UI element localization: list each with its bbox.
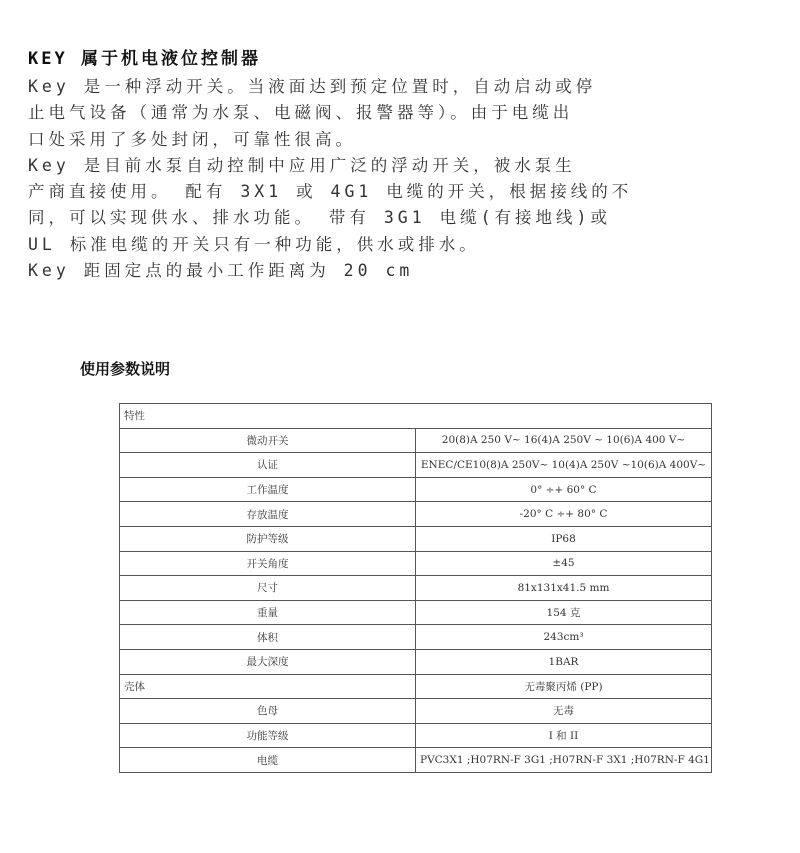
paragraph-line: 口处采用了多处封闭，可靠性很高。 (28, 129, 356, 149)
table-header-cell: 特性 (120, 404, 712, 429)
table-row (120, 453, 712, 478)
row-label: 存放温度 (120, 502, 416, 527)
paragraph-line: 止电气设备（通常为水泵、电磁阀、报警器等）。由于电缆出 (28, 103, 574, 123)
row-value: 无毒聚丙烯 (PP) (416, 674, 712, 699)
row-value: PVC3X1 ;H07RN-F 3G1 ;H07RN-F 3X1 ;H07RN-F 4G1 (416, 748, 712, 773)
table-row (120, 748, 712, 773)
section-title: 使用参数说明 (80, 360, 171, 378)
row-value: 20(8)A 250 V~ 16(4)A 250V ~ 10(6)A 400 V~ (416, 428, 712, 453)
row-value: ENEC/CE10(8)A 250V~ 10(4)A 250V ~10(6)A 400V~ (416, 453, 712, 478)
row-value: 0° ÷+ 60° C (416, 477, 712, 502)
table-row (120, 502, 712, 527)
row-label: 重量 (120, 600, 416, 625)
row-value: 154 克 (416, 600, 712, 625)
paragraph-line: 同，可以实现供水、排水功能。 带有 3G1 电缆(有接地线)或 (28, 208, 611, 228)
paragraph-line: Key 是一种浮动开关。当液面达到预定位置时，自动启动或停 (28, 77, 597, 96)
description-paragraph (28, 74, 778, 284)
table-row (120, 428, 712, 453)
paragraph-line: 产商直接使用。 配有 3X1 或 4G1 电缆的开关，根据接线的不 (28, 182, 633, 202)
row-label: 开关角度 (120, 551, 416, 576)
row-value: 1BAR (416, 649, 712, 674)
table-row-shell (120, 674, 712, 699)
row-value: IP68 (416, 526, 712, 551)
row-value: ±45 (416, 551, 712, 576)
row-label: 功能等级 (120, 723, 416, 748)
table-row (120, 551, 712, 576)
row-label: 体积 (120, 625, 416, 650)
row-value: 81x131x41.5 mm (416, 576, 712, 601)
row-label: 色母 (120, 699, 416, 724)
parameters-table (119, 403, 712, 773)
table-row (120, 600, 712, 625)
table-row (120, 649, 712, 674)
paragraph-line: Key 是目前水泵自动控制中应用广泛的浮动开关，被水泵生 (28, 155, 576, 175)
row-label: 壳体 (120, 674, 416, 699)
row-value: 243cm³ (416, 625, 712, 650)
table-row (120, 576, 712, 601)
table-row (120, 699, 712, 724)
paragraph-line: UL 标准电缆的开关只有一种功能，供水或排水。 (28, 234, 480, 254)
row-value: I 和 II (416, 723, 712, 748)
row-value: 无毒 (416, 699, 712, 724)
row-label: 认证 (120, 453, 416, 478)
table-header-row (120, 404, 712, 429)
table-row (120, 477, 712, 502)
row-label: 最大深度 (120, 649, 416, 674)
row-label: 微动开关 (120, 428, 416, 453)
row-label: 防护等级 (120, 526, 416, 551)
paragraph-line: Key 距固定点的最小工作距离为 20 cm (28, 261, 414, 281)
document-title: KEY 属于机电液位控制器 (28, 49, 261, 69)
row-label: 电缆 (120, 748, 416, 773)
row-label: 工作温度 (120, 477, 416, 502)
row-value: -20° C ÷+ 80° C (416, 502, 712, 527)
table-row (120, 723, 712, 748)
table-row (120, 625, 712, 650)
row-label: 尺寸 (120, 576, 416, 601)
table-row (120, 526, 712, 551)
